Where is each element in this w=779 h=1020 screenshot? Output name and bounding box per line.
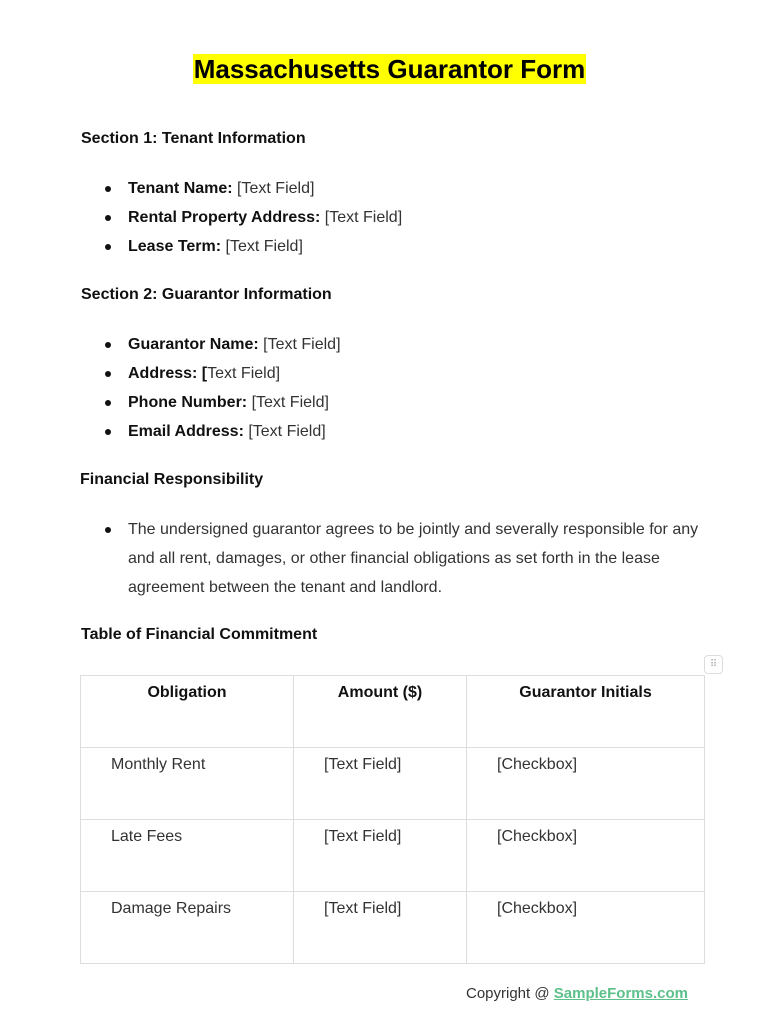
- table-row: Monthly Rent [Text Field] [Checkbox]: [81, 748, 705, 820]
- financial-heading: Financial Responsibility: [80, 471, 264, 488]
- header-initials: Guarantor Initials: [467, 676, 705, 748]
- table-heading: Table of Financial Commitment: [81, 626, 318, 643]
- header-amount: Amount ($): [294, 676, 467, 748]
- list-item: Guarantor Name: [Text Field]: [0, 330, 779, 359]
- title: Massachusetts Guarantor Form: [193, 54, 586, 84]
- drag-handle-icon[interactable]: ⠿: [704, 655, 723, 674]
- list-item: Rental Property Address: [Text Field]: [0, 203, 779, 232]
- financial-table: [80, 675, 705, 964]
- table-row: Damage Repairs [Text Field] [Checkbox]: [81, 892, 705, 964]
- section-2-heading: Section 2: Guarantor Information: [81, 286, 332, 303]
- list-item: Phone Number: [Text Field]: [0, 388, 779, 417]
- financial-list: [0, 515, 779, 602]
- section-1-heading: Section 1: Tenant Information: [81, 130, 306, 147]
- list-item: Email Address: [Text Field]: [0, 417, 779, 446]
- guarantor-info-list: [0, 330, 779, 446]
- list-item: The undersigned guarantor agrees to be jointly and severally responsible for any and all rent, damages, or other financial obligations as set forth in the lease agreement between the tenant and landlord.: [0, 515, 779, 602]
- list-item: Lease Term: [Text Field]: [0, 232, 779, 261]
- footer: Copyright @ SampleForms.com: [466, 985, 688, 1002]
- list-item: Address: [Text Field]: [0, 359, 779, 388]
- sampleforms-link[interactable]: SampleForms.com: [553, 985, 688, 1002]
- tenant-info-list: [0, 174, 779, 261]
- list-item: Tenant Name: [Text Field]: [0, 174, 779, 203]
- header-obligation: Obligation: [81, 676, 294, 748]
- table-header-row: [81, 676, 705, 748]
- table-row: Late Fees [Text Field] [Checkbox]: [81, 820, 705, 892]
